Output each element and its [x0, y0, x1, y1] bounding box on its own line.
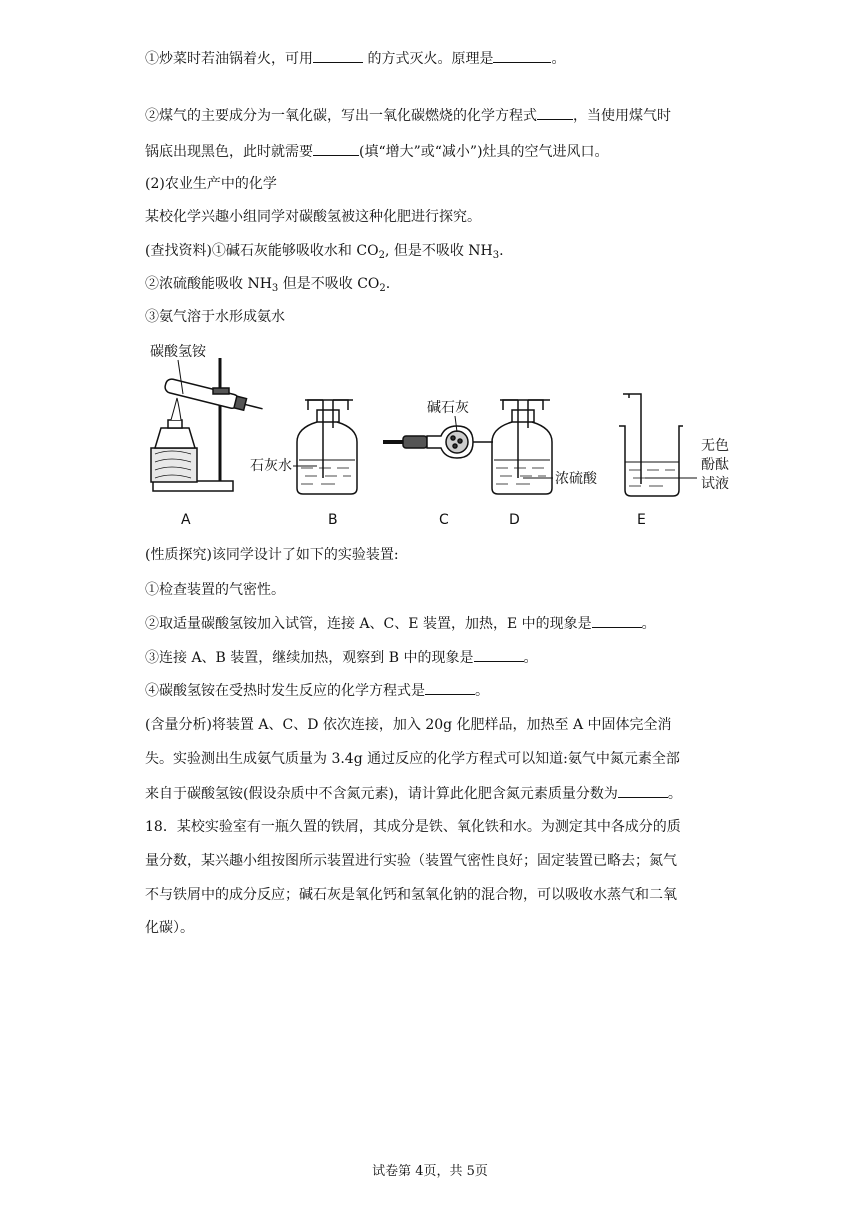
text-segment: ，当使用煤气时 — [573, 108, 671, 124]
apparatus-figure — [145, 338, 735, 538]
text-segment: 。 — [551, 51, 566, 67]
question-line-3 — [145, 141, 609, 162]
question-line-10: ①检查装置的气密性。 — [145, 582, 285, 598]
label-b: B — [328, 512, 338, 528]
text-segment: ②取适量碳酸氢铵加入试管，连接 A、C、E 装置，加热，E 中的现象是 — [145, 616, 592, 632]
text-segment: 来自于碳酸氢铵(假设杂质中不含氮元素)，请计算此化肥含氮元素质量分数为 — [145, 786, 618, 802]
label-a: A — [181, 512, 191, 528]
text-segment: 。 — [475, 683, 489, 699]
label-ammonium-bicarbonate: 碳酸氢铵 — [150, 344, 206, 360]
subscript: 2 — [378, 250, 385, 261]
text-segment: ②浓硫酸能吸收 NH — [145, 276, 272, 292]
question-line-12 — [145, 647, 538, 668]
text-segment: 的方式灭火。原理是 — [363, 51, 494, 67]
text-segment: (填“增大”或“减小”)灶具的空气进风口。 — [359, 144, 609, 160]
question-line-5: 某校化学兴趣小组同学对碳酸氢被这种化肥进行探究。 — [145, 209, 481, 225]
apparatus-d — [492, 400, 552, 494]
label-phenolphthalein-1: 无色 — [701, 438, 729, 454]
label-e: E — [637, 512, 646, 528]
text-segment: 锅底出现黑色，此时就需要 — [145, 144, 313, 160]
text-segment: (查找资料)①碱石灰能够吸收水和 CO — [145, 243, 379, 259]
apparatus-c — [383, 426, 493, 458]
answer-blank[interactable] — [474, 647, 524, 662]
question-line-13 — [145, 680, 489, 701]
label-c: C — [439, 512, 449, 528]
question-line-11 — [145, 613, 656, 634]
label-limewater: 石灰水 — [250, 458, 292, 474]
text-segment: 。 — [641, 616, 656, 632]
text-segment: . — [385, 276, 391, 292]
info-line-3: ③氨气溶于水形成氨水 — [145, 309, 285, 325]
apparatus-a — [151, 358, 264, 491]
question-line-15: 失。实验测出生成氨气质量为 3.4g 通过反应的化学方程式可以知道:氨气中氮元素全部 — [145, 751, 680, 767]
question-line-9: (性质探究)该同学设计了如下的实验装置: — [145, 547, 399, 563]
question-line-2 — [145, 105, 671, 126]
info-line-1 — [145, 241, 504, 261]
answer-blank[interactable] — [537, 105, 573, 120]
text-segment: ②煤气的主要成分为一氧化碳，写出一氧化碳燃烧的化学方程式 — [145, 108, 537, 124]
label-phenolphthalein-2: 酚酞 — [701, 457, 729, 473]
answer-blank[interactable] — [425, 680, 475, 695]
question-line-1 — [145, 48, 565, 69]
answer-blank[interactable] — [592, 613, 642, 628]
text-segment: ③连接 A、B 装置，继续加热，观察到 B 中的现象是 — [145, 650, 474, 666]
subscript: 3 — [271, 283, 279, 294]
question-18-line-3: 不与铁屑中的成分反应；碱石灰是氧化钙和氢氧化钠的混合物，可以吸收水蒸气和二氧 — [145, 887, 677, 903]
label-soda-lime: 碱石灰 — [427, 400, 469, 416]
subscript: 3 — [492, 250, 500, 261]
apparatus-e — [619, 394, 683, 496]
text-segment: , 但是不吸收 NH — [384, 243, 493, 259]
text-segment: . — [499, 243, 504, 259]
section-heading: (2)农业生产中的化学 — [145, 176, 277, 192]
label-sulfuric-acid: 浓硫酸 — [555, 471, 597, 487]
answer-blank[interactable] — [313, 141, 359, 156]
question-18-line-1: 18．某校实验室有一瓶久置的铁屑，其成分是铁、氧化铁和水。为测定其中各成分的质 — [145, 819, 681, 835]
page-footer: 试卷第 4页，共 5页 — [372, 1164, 488, 1179]
text-segment: 。 — [667, 786, 682, 802]
label-d: D — [509, 512, 520, 528]
text-segment: ④碳酸氢铵在受热时发生反应的化学方程式是 — [145, 683, 425, 699]
question-18-line-2: 量分数，某兴趣小组按图所示装置进行实验（装置气密性良好；固定装置已略去；氮气 — [145, 853, 677, 869]
answer-blank[interactable] — [493, 48, 551, 63]
question-18-line-4: 化碳）。 — [145, 920, 194, 936]
apparatus-b — [297, 400, 357, 494]
answer-blank[interactable] — [618, 783, 668, 798]
text-segment: 。 — [523, 650, 538, 666]
text-segment: 但是不吸收 CO — [278, 276, 380, 292]
text-segment: ①炒菜时若油锅着火，可用 — [145, 51, 313, 67]
label-phenolphthalein-3: 试液 — [701, 476, 729, 492]
subscript: 2 — [379, 283, 386, 294]
info-line-2 — [145, 274, 390, 294]
question-line-14: (含量分析)将装置 A、C、D 依次连接，加入 20g 化肥样品，加热至 A 中固体完全消 — [145, 717, 672, 733]
answer-blank[interactable] — [313, 48, 363, 63]
question-line-16 — [145, 783, 682, 804]
